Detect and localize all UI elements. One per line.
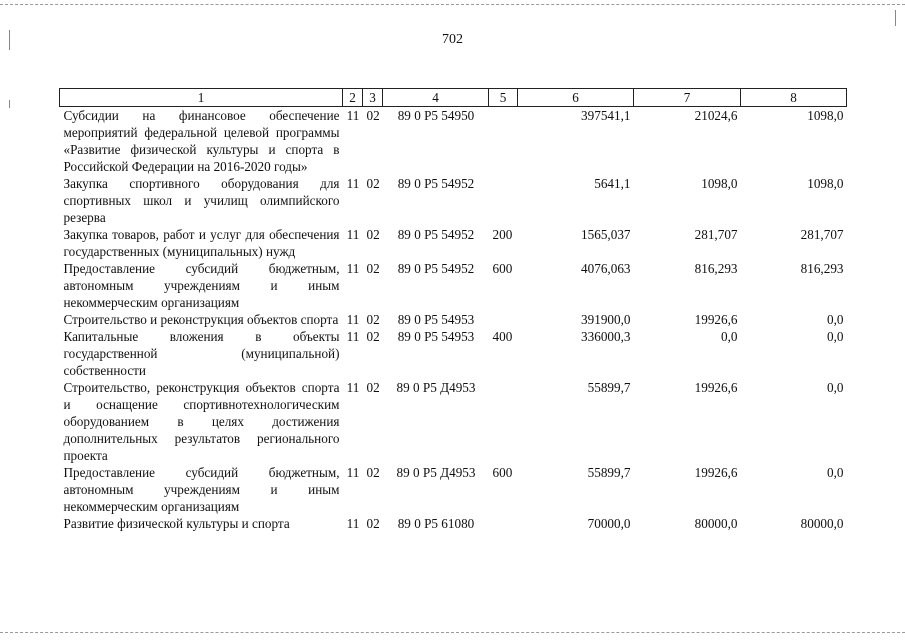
row-expense-type: 400 [492, 329, 513, 344]
row-expense-type [489, 107, 518, 176]
row-value-6: 391900,0 [581, 312, 631, 327]
col-header: 5 [489, 89, 518, 107]
row-target-code: 89 0 P5 61080 [397, 516, 475, 531]
row-section: 11 [346, 465, 360, 480]
table-row [60, 260, 847, 311]
row-expense-type: 600 [492, 261, 513, 276]
row-target-code: 89 0 P5 54953 [397, 312, 475, 327]
row-value-7: 19926,6 [694, 312, 738, 327]
row-value-6: 5641,1 [594, 176, 631, 191]
col-header: 1 [60, 89, 343, 107]
row-value-7: 281,707 [694, 227, 738, 242]
row-value-8: 1098,0 [807, 108, 844, 123]
row-value-8: 0,0 [827, 465, 844, 480]
row-value-6: 336000,3 [581, 329, 631, 344]
row-name: Строительство, реконструкция объектов спорта и оснащение спортивнотехнологическим оборудованием в целях достижения дополнительных результатов регионального проекта [63, 380, 340, 463]
row-value-8: 0,0 [827, 380, 844, 395]
row-value-8: 0,0 [827, 329, 844, 344]
row-value-8: 816,293 [800, 261, 844, 276]
scan-edge-mark [9, 100, 10, 108]
row-value-6: 4076,063 [581, 261, 631, 276]
row-subsection: 02 [366, 108, 380, 123]
table-row [60, 107, 847, 176]
row-value-6: 397541,1 [581, 108, 631, 123]
row-value-6: 1565,037 [581, 227, 631, 242]
row-subsection: 02 [366, 516, 380, 531]
row-section: 11 [346, 108, 360, 123]
row-value-6: 55899,7 [587, 380, 631, 395]
row-value-7: 19926,6 [694, 380, 738, 395]
col-header: 7 [634, 89, 741, 107]
row-value-7: 816,293 [694, 261, 738, 276]
row-value-7: 80000,0 [694, 516, 738, 531]
row-subsection: 02 [366, 329, 380, 344]
table-row [60, 328, 847, 379]
row-section: 11 [346, 176, 360, 191]
row-target-code: 89 0 P5 54952 [397, 176, 475, 191]
row-value-8: 80000,0 [800, 516, 844, 531]
col-header: 3 [363, 89, 383, 107]
row-name: Строительство и реконструкция объектов спорта [63, 312, 339, 327]
table-row [60, 226, 847, 260]
row-target-code: 89 0 P5 54952 [397, 261, 475, 276]
row-target-code: 89 0 P5 Д4953 [396, 380, 476, 395]
table-row [60, 379, 847, 464]
row-name: Субсидии на финансовое обеспечение мероприятий федеральной целевой программы «Развитие физической культуры и спорта в Российской Федерации на 2016-2020 годы» [63, 108, 340, 174]
col-header: 4 [383, 89, 489, 107]
row-name: Закупка товаров, работ и услуг для обеспечения государственных (муниципальных) нужд [63, 227, 340, 259]
col-header: 6 [518, 89, 634, 107]
row-subsection: 02 [366, 312, 380, 327]
budget-table [59, 88, 847, 532]
table-row [60, 311, 847, 328]
row-expense-type [489, 379, 518, 464]
row-target-code: 89 0 P5 54950 [397, 108, 475, 123]
row-name: Закупка спортивного оборудования для спортивных школ и училищ олимпийского резерва [63, 176, 340, 225]
scan-edge-mark [895, 10, 896, 26]
row-subsection: 02 [366, 380, 380, 395]
page-number: 702 [442, 32, 463, 47]
row-value-8: 0,0 [827, 312, 844, 327]
table-row [60, 175, 847, 226]
row-section: 11 [346, 261, 360, 276]
row-value-7: 0,0 [721, 329, 738, 344]
row-subsection: 02 [366, 261, 380, 276]
row-section: 11 [346, 380, 360, 395]
col-header: 8 [741, 89, 847, 107]
row-target-code: 89 0 P5 54952 [397, 227, 475, 242]
row-value-8: 281,707 [800, 227, 844, 242]
row-subsection: 02 [366, 465, 380, 480]
row-subsection: 02 [366, 227, 380, 242]
col-header: 2 [343, 89, 363, 107]
row-value-7: 1098,0 [701, 176, 738, 191]
row-name: Предоставление субсидий бюджетным, автономным учреждениям и иным некоммерческим организациям [63, 261, 340, 310]
row-subsection: 02 [366, 176, 380, 191]
row-value-6: 70000,0 [587, 516, 631, 531]
row-name: Капитальные вложения в объекты государственной (муниципальной) собственности [63, 329, 340, 378]
row-section: 11 [346, 516, 360, 531]
table-row [60, 515, 847, 532]
row-section: 11 [346, 312, 360, 327]
row-name: Развитие физической культуры и спорта [63, 516, 290, 531]
scan-artifact-top [0, 4, 905, 5]
row-name: Предоставление субсидий бюджетным, автономным учреждениям и иным некоммерческим организациям [63, 465, 340, 514]
row-value-6: 55899,7 [587, 465, 631, 480]
row-value-7: 19926,6 [694, 465, 738, 480]
header-row [60, 89, 847, 107]
row-target-code: 89 0 P5 Д4953 [396, 465, 476, 480]
scan-artifact-bottom [0, 632, 905, 633]
row-expense-type: 200 [492, 227, 513, 242]
row-expense-type [489, 175, 518, 226]
row-section: 11 [346, 329, 360, 344]
row-expense-type [489, 515, 518, 532]
table-row [60, 464, 847, 515]
row-expense-type: 600 [492, 465, 513, 480]
row-value-8: 1098,0 [807, 176, 844, 191]
row-target-code: 89 0 P5 54953 [397, 329, 475, 344]
row-value-7: 21024,6 [694, 108, 738, 123]
row-expense-type [489, 311, 518, 328]
row-section: 11 [346, 227, 360, 242]
